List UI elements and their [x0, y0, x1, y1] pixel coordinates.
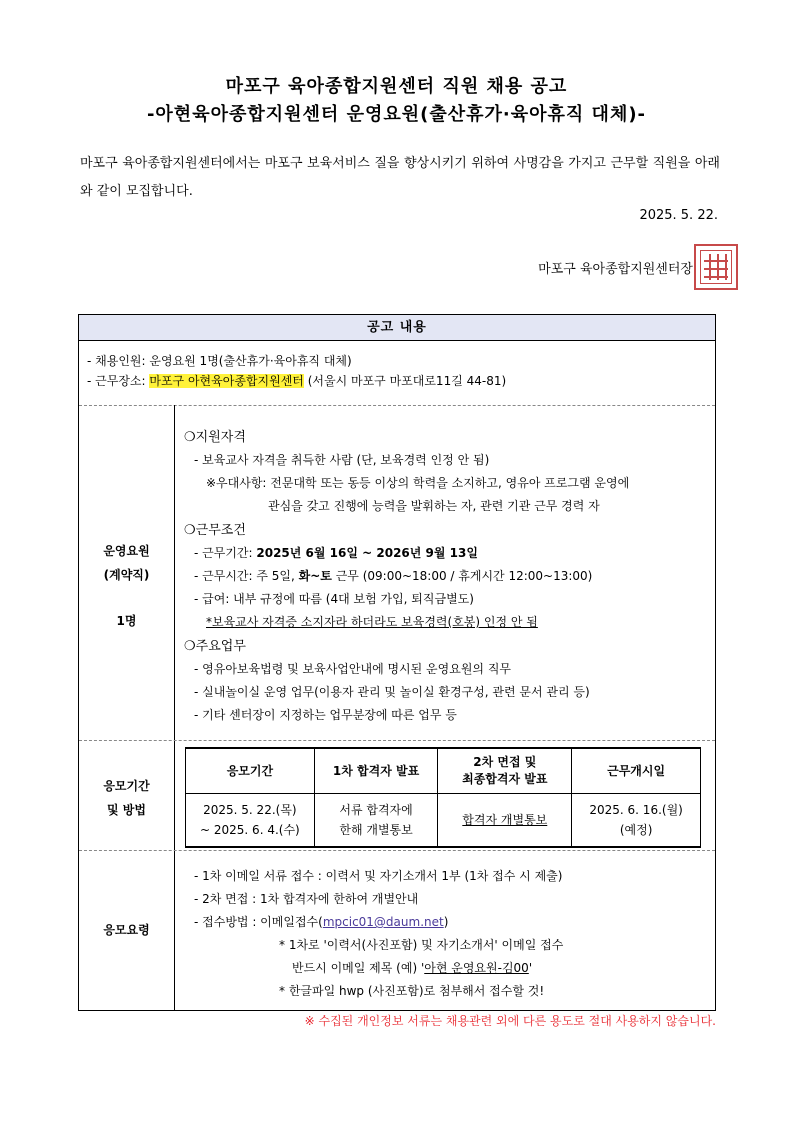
- schedule-label: 응모기간 및 방법: [103, 779, 150, 817]
- general-info: [87, 351, 506, 391]
- organization-name: 마포구 육아종합지원센터장: [538, 262, 693, 277]
- table-cell: 합격자 개별통보: [438, 794, 572, 848]
- location-highlight: 마포구 아현육아종합지원센터: [149, 374, 304, 388]
- positions-text: - 채용인원: 운영요원 1명(출산휴가·육아휴직 대체): [87, 354, 352, 368]
- qualification-section: ❍지원자격 - 보육교사 자격을 취득한 사람 (단, 보육경력 인정 안 됨) ※우대사항: 전문대학 또는 동등 이상의 학력을 소지하고, 영유아 프로그램 운영에 관심을 갖고 진행에 능력을 발휘하는 자, 관련 기관 근무 경력 자: [184, 426, 629, 518]
- column-divider: [174, 405, 175, 1010]
- conditions-note: *보육교사 자격증 소지자라 하더라도 보육경력(호봉) 인정 안 됨: [206, 615, 538, 629]
- table-header: 2차 면접 및 최종합격자 발표: [438, 748, 572, 794]
- email-link[interactable]: mpcic01@daum.net: [322, 915, 444, 929]
- table-header: 근무개시일: [572, 748, 701, 794]
- conditions-section: ❍근무조건 - 근무기간: 2025년 6월 16일 ~ 2026년 9월 13일 - 근무시간: 주 5일, 화~토 근무 (09:00~18:00 / 휴게시간 12:00~13:00) - 급여: 내부 규정에 따름 (4대 보험 가입, 퇴직금별도) *보육교사 자격증 소지자라 하더라도 보육경력(호봉) 인정 안 됨: [184, 519, 592, 634]
- qualification-heading: ❍지원자격: [184, 430, 246, 445]
- intro-paragraph: 마포구 육아종합지원센터에서는 마포구 보육서비스 질을 향상시키기 위하여 사명감을 가지고 근무할 직원을 아래와 같이 모집합니다.: [80, 156, 720, 199]
- location-row: - 근무장소: 마포구 아현육아종합지원센터 (서울시 마포구 마포대로11길 44-81): [87, 374, 507, 388]
- table-header: 응모기간: [186, 748, 315, 794]
- method-section: - 1차 이메일 서류 접수 : 이력서 및 자기소개서 1부 (1차 접수 시 제출) - 2차 면접 : 1차 합격자에 한하여 개별안내 - 접수방법 : 이메일접수(mpcic01@daum.net) * 1차로 '이력서(사진포함) 및 자기소개서' 이메일 접수 반드시 이메일 제목 (예) '아현 운영요원-김00' * 한글파일 hwp (사진포함)로 첨부해서 접수할 것!: [194, 869, 564, 998]
- page-title: 마포구 육아종합지원센터 직원 채용 공고: [225, 76, 568, 97]
- privacy-notice: ※ 수집된 개인정보 서류는 채용관련 외에 다른 용도로 절대 사용하지 않습니다.: [304, 1014, 716, 1028]
- divider: [79, 740, 715, 741]
- duties-heading: ❍주요업무: [184, 639, 246, 654]
- position-label: 운영요원 (계약직) 1명: [103, 544, 150, 628]
- method-label: 응모요령: [103, 923, 150, 937]
- table-header: 1차 합격자 발표: [314, 748, 438, 794]
- page-subtitle: -아현육아종합지원센터 운영요원(출산휴가·육아휴직 대체)-: [146, 104, 647, 125]
- divider: [79, 850, 715, 851]
- box-title: 공고 내용: [79, 315, 715, 341]
- table-cell: 서류 합격자에 한해 개별통보: [314, 794, 438, 848]
- table-cell: 2025. 6. 16.(월) (예정): [572, 794, 701, 848]
- notice-date: 2025. 5. 22.: [639, 208, 718, 223]
- table-cell: 2025. 5. 22.(목) ~ 2025. 6. 4.(수): [186, 794, 315, 848]
- schedule-table: [185, 747, 701, 848]
- announcement-box: [78, 314, 716, 1011]
- conditions-heading: ❍근무조건: [184, 523, 246, 538]
- official-seal-icon: [694, 244, 738, 290]
- duties-section: ❍주요업무 - 영유아보육법령 및 보육사업안내에 명시된 운영요원의 직무 - 실내놀이실 운영 업무(이용자 관리 및 놀이실 환경구성, 관련 문서 관리 등) - 기타 센터장이 지정하는 업무분장에 따른 업무 등: [184, 635, 590, 727]
